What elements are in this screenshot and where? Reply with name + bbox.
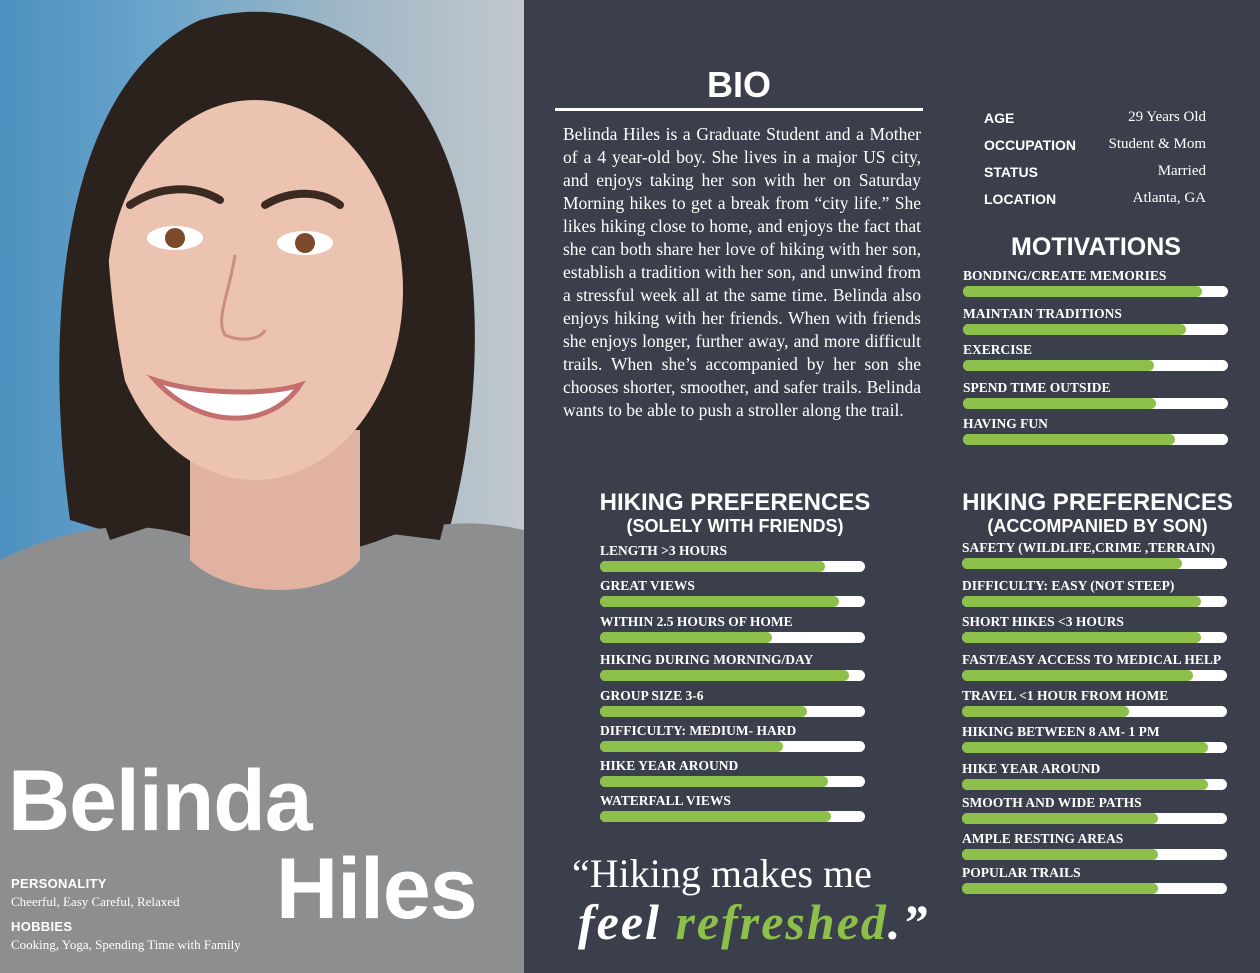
prefs-son-item <box>962 724 1227 753</box>
hobbies-label: HOBBIES <box>11 919 73 934</box>
bio-divider <box>555 108 923 111</box>
fact-value-occupation: Student & Mom <box>1108 136 1206 152</box>
prefs-friends-item <box>600 758 865 787</box>
bar-label: TRAVEL <1 HOUR FROM HOME <box>962 688 1169 703</box>
bar-label: GROUP SIZE 3-6 <box>600 688 704 703</box>
bar-label: HIKING DURING MORNING/DAY <box>600 652 814 667</box>
bar-fill <box>963 324 1186 335</box>
bar-fill <box>962 558 1182 569</box>
bar-track <box>600 741 865 752</box>
bar-label: BONDING/CREATE MEMORIES <box>963 268 1167 283</box>
bar-track <box>962 849 1227 860</box>
bar-label: EXERCISE <box>963 342 1033 357</box>
prefs-son-item <box>962 652 1227 681</box>
bar-track <box>962 632 1227 643</box>
fact-value-status: Married <box>1157 163 1206 179</box>
bar-track <box>962 779 1227 790</box>
prefs-son-item <box>962 831 1227 860</box>
bar-label: GREAT VIEWS <box>600 578 695 593</box>
personality-label: PERSONALITY <box>11 876 107 891</box>
bar-label: SPEND TIME OUTSIDE <box>963 380 1111 395</box>
fact-label-age: AGE <box>984 110 1015 126</box>
bar-track <box>962 883 1227 894</box>
motivations-item <box>963 416 1228 445</box>
prefs-son-title: HIKING PREFERENCES <box>962 489 1233 516</box>
fact-label-location: LOCATION <box>984 191 1057 207</box>
persona-first-name: Belinda <box>8 753 312 849</box>
bar-fill <box>962 670 1193 681</box>
bar-fill <box>962 632 1201 643</box>
bar-track <box>962 813 1227 824</box>
bar-fill <box>963 434 1175 445</box>
quote-word-refreshed: refreshed <box>675 894 888 950</box>
bar-fill <box>962 883 1158 894</box>
prefs-son-item <box>962 761 1227 790</box>
motivations-item <box>963 342 1228 371</box>
bar-track <box>963 360 1228 371</box>
bar-fill <box>600 561 825 572</box>
bar-track <box>600 596 865 607</box>
fact-value-location: Atlanta, GA <box>1132 190 1206 206</box>
bar-fill <box>600 706 807 717</box>
bar-fill <box>963 398 1156 409</box>
prefs-friends-item <box>600 543 865 572</box>
bar-track <box>962 558 1227 569</box>
bar-fill <box>962 742 1208 753</box>
prefs-friends-item <box>600 723 865 752</box>
bar-label: HIKING BETWEEN 8 AM- 1 PM <box>962 724 1160 739</box>
motivations-item <box>963 306 1228 335</box>
motivations-item <box>963 380 1228 409</box>
motivations-title: MOTIVATIONS <box>1011 233 1181 261</box>
prefs-friends-item <box>600 688 865 717</box>
bar-track <box>962 742 1227 753</box>
bar-track <box>963 324 1228 335</box>
prefs-son-item <box>962 865 1227 894</box>
bar-label: POPULAR TRAILS <box>962 865 1081 880</box>
bar-track <box>963 434 1228 445</box>
bar-track <box>963 398 1228 409</box>
bar-label: SHORT HIKES <3 HOURS <box>962 614 1124 629</box>
bar-label: FAST/EASY ACCESS TO MEDICAL HELP <box>962 652 1222 667</box>
bar-fill <box>962 813 1158 824</box>
bar-track <box>600 561 865 572</box>
prefs-friends-item <box>600 614 865 643</box>
bio-title: BIO <box>706 64 771 105</box>
bar-label: SMOOTH AND WIDE PATHS <box>962 795 1142 810</box>
prefs-son-item <box>962 795 1227 824</box>
personality-value: Cheerful, Easy Careful, Relaxed <box>11 894 180 909</box>
bar-fill <box>600 670 849 681</box>
persona-last-name: Hiles <box>276 841 477 937</box>
bar-fill <box>962 849 1158 860</box>
prefs-friends-title: HIKING PREFERENCES <box>599 489 871 516</box>
bar-track <box>600 776 865 787</box>
bar-label: WITHIN 2.5 HOURS OF HOME <box>600 614 793 629</box>
bar-track <box>600 706 865 717</box>
quote-line-2 <box>578 893 929 951</box>
bar-label: HIKE YEAR AROUND <box>600 758 739 773</box>
fact-label-status: STATUS <box>984 164 1038 180</box>
hobbies-value: Cooking, Yoga, Spending Time with Family <box>11 937 241 952</box>
bar-track <box>600 670 865 681</box>
prefs-friends-subtitle: (SOLELY WITH FRIENDS) <box>626 516 844 536</box>
bar-fill <box>962 706 1129 717</box>
quote-end: .” <box>887 894 930 950</box>
prefs-son-item <box>962 688 1227 717</box>
bar-label: HIKE YEAR AROUND <box>962 761 1101 776</box>
prefs-son-item <box>962 540 1227 569</box>
persona-photo <box>0 0 524 973</box>
fact-value-age: 29 Years Old <box>1128 109 1206 125</box>
prefs-son-subtitle: (ACCOMPANIED BY SON) <box>987 516 1208 536</box>
bar-label: LENGTH >3 HOURS <box>600 543 727 558</box>
bar-fill <box>600 741 783 752</box>
bar-label: MAINTAIN TRADITIONS <box>963 306 1122 321</box>
prefs-friends-item <box>600 652 865 681</box>
prefs-son-item <box>962 578 1227 607</box>
bar-label: DIFFICULTY: MEDIUM- HARD <box>600 723 797 738</box>
bar-fill <box>963 360 1154 371</box>
bar-fill <box>600 596 839 607</box>
bar-fill <box>600 811 831 822</box>
bar-label: SAFETY (WILDLIFE,CRIME ,TERRAIN) <box>962 540 1216 555</box>
quote-word-feel: feel <box>578 894 661 950</box>
prefs-friends-item <box>600 793 865 822</box>
bar-track <box>600 632 865 643</box>
bar-track <box>962 596 1227 607</box>
bar-fill <box>962 596 1201 607</box>
bar-track <box>962 670 1227 681</box>
bar-track <box>963 286 1228 297</box>
bar-track <box>600 811 865 822</box>
quote-line-1: “Hiking makes me <box>572 851 872 896</box>
bar-fill <box>962 779 1208 790</box>
bar-label: HAVING FUN <box>963 416 1048 431</box>
bar-track <box>962 706 1227 717</box>
motivations-item <box>963 268 1228 297</box>
bar-label: WATERFALL VIEWS <box>600 793 731 808</box>
bar-fill <box>600 776 828 787</box>
bar-fill <box>600 632 772 643</box>
bar-label: AMPLE RESTING AREAS <box>962 831 1124 846</box>
bar-label: DIFFICULTY: EASY (NOT STEEP) <box>962 578 1175 593</box>
prefs-friends-item <box>600 578 865 607</box>
bar-fill <box>963 286 1202 297</box>
fact-label-occupation: OCCUPATION <box>984 137 1077 153</box>
prefs-son-item <box>962 614 1227 643</box>
bio-text: Belinda Hiles is a Graduate Student and a Mother of a 4 year-old boy. She lives in a major US city, and enjoys taking her son with her on Saturday Morning hikes to get a break from “city life.” She likes hiking close to home, and enjoys the fact that she can both share her love of hiking with her son, establish a tradition with her son, and unwind from a stressful week all at the same time. Belinda also enjoys hiking with her friends. When with friends she enjoys longer, further away, and more difficult trails. When she’s accompanied by her son she chooses shorter, smoother, and safer trails. Belinda wants to be able to push a stroller along the trail. <box>563 124 921 420</box>
